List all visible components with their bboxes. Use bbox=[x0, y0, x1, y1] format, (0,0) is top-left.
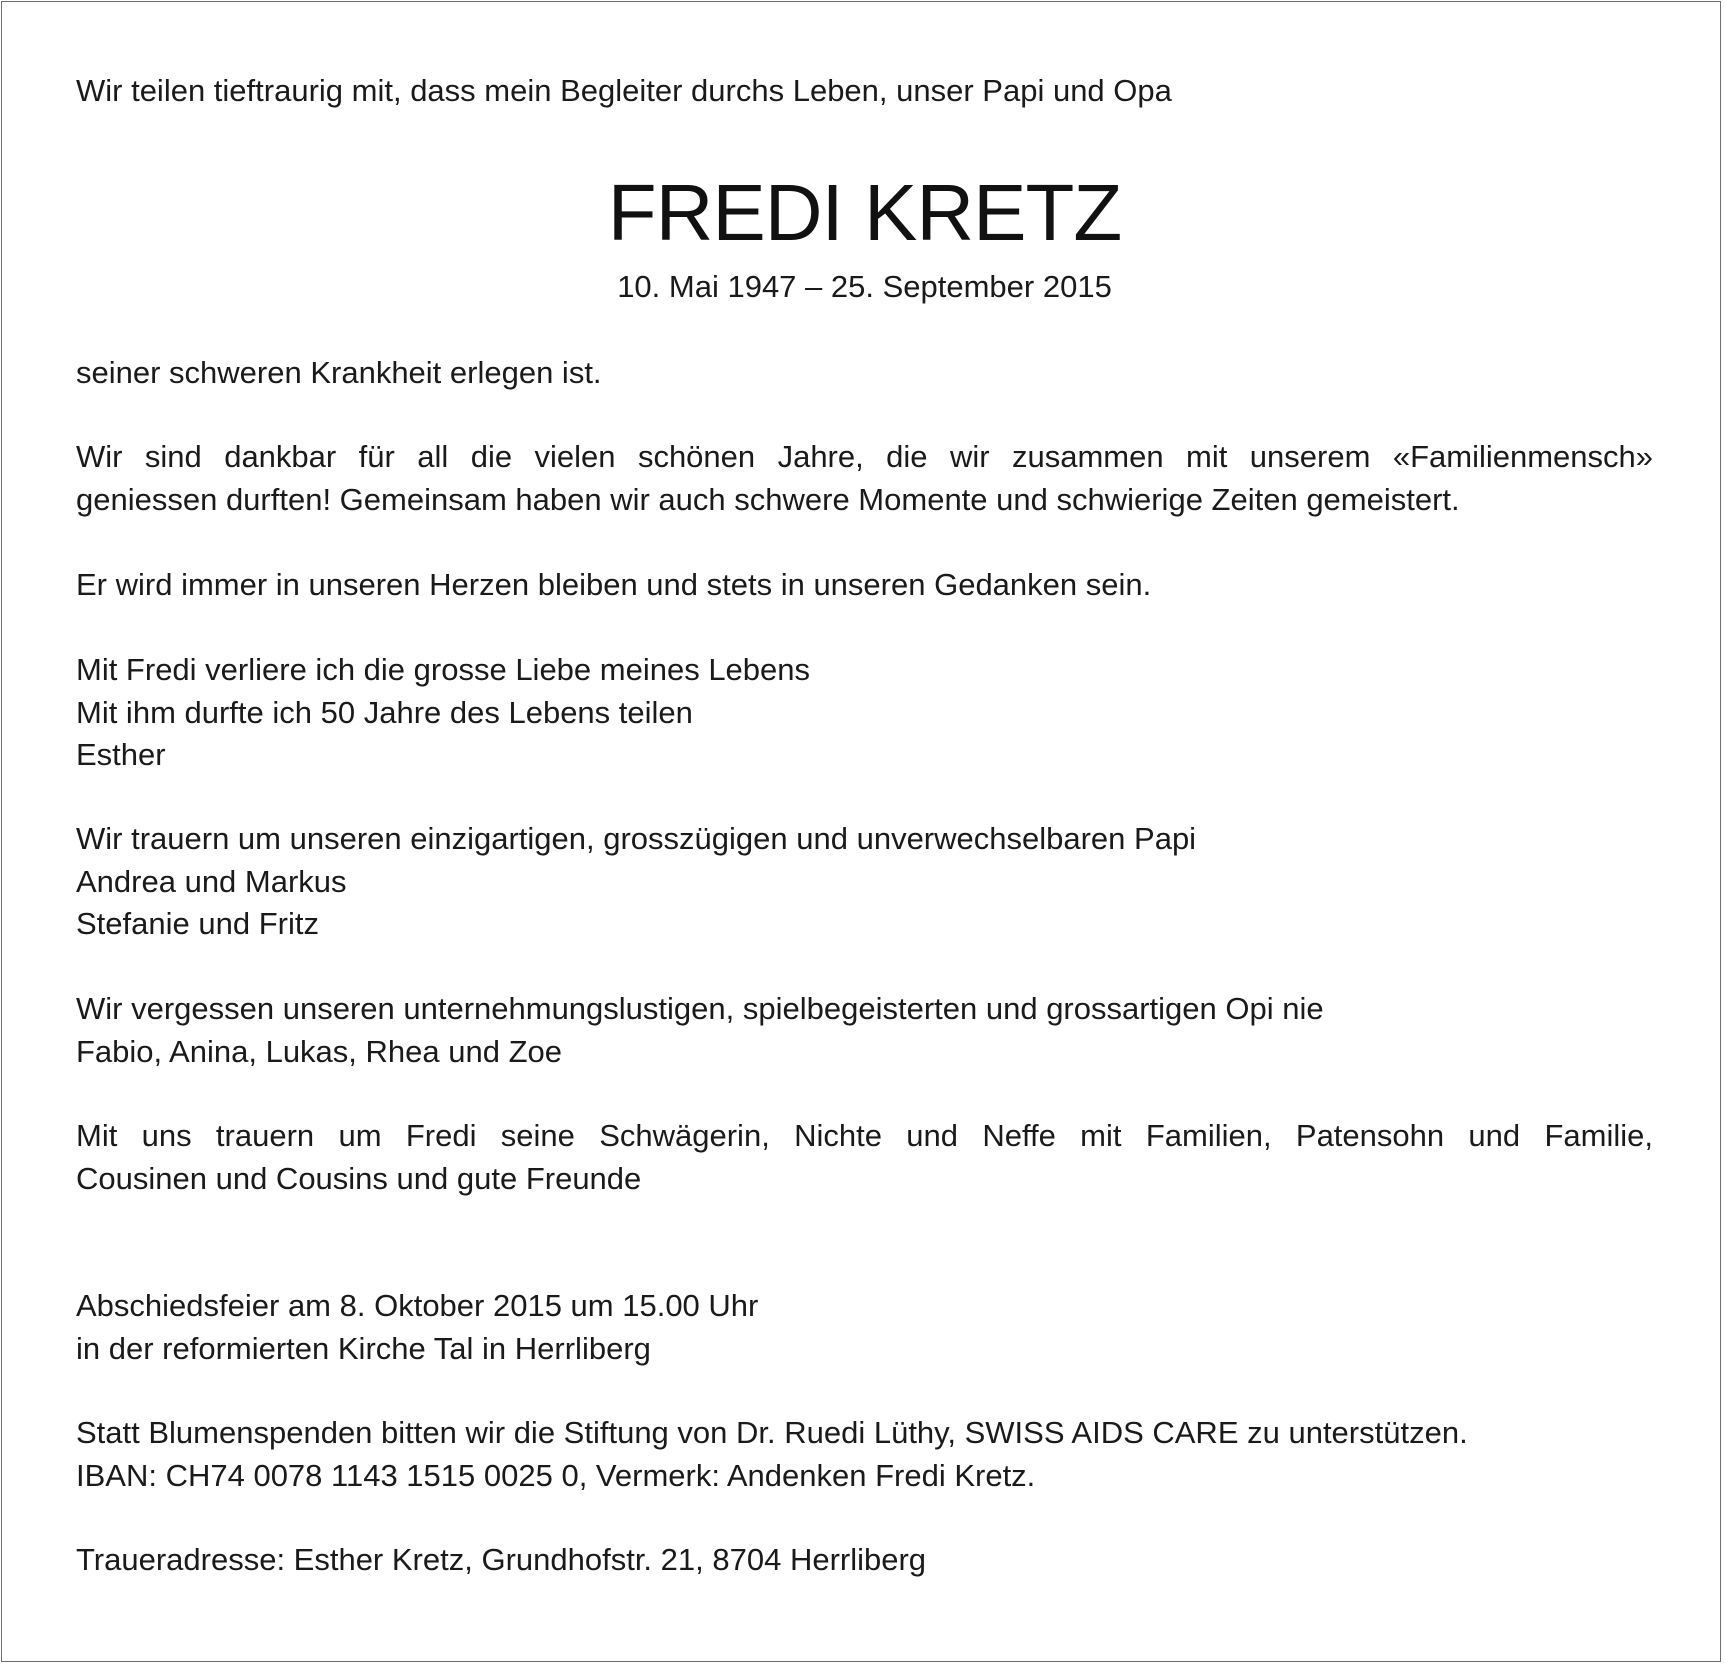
wife-line-2: Mit ihm durfte ich 50 Jahre des Lebens teilen bbox=[76, 694, 693, 730]
gratitude-line-1: Wir sind dankbar für all die vielen schönen Jahre, die wir zusammen mit unserem «Familienmensch» bbox=[76, 439, 1653, 474]
children-line-1: Wir trauern um unseren einzigartigen, grosszügigen und unverwechselbaren Papi bbox=[76, 821, 1197, 856]
relatives-line-2: Cousinen und Cousins und gute Freunde bbox=[76, 1160, 642, 1196]
ceremony-line-1: Abschiedsfeier am 8. Oktober 2015 um 15.00 Uhr bbox=[76, 1288, 759, 1323]
deceased-name: FREDI KRETZ bbox=[607, 168, 1122, 257]
obituary-frame bbox=[1, 1, 1721, 1662]
mourning-address: Traueradresse: Esther Kretz, Grundhofstr. 21, 8704 Herrliberg bbox=[76, 1542, 927, 1577]
grandchildren-line-1: Wir vergessen unseren unternehmungslustigen, spielbegeisterten und grossartigen Opi nie bbox=[76, 991, 1324, 1026]
wife-section bbox=[76, 649, 1653, 777]
grandchildren-names: Fabio, Anina, Lukas, Rhea und Zoe bbox=[76, 1033, 562, 1069]
relatives-section bbox=[76, 1115, 1653, 1200]
donation-section bbox=[76, 1412, 1653, 1497]
ceremony-line-2: in der reformierten Kirche Tal in Herrliberg bbox=[76, 1330, 651, 1366]
intro-text: Wir teilen tieftraurig mit, dass mein Begleiter durchs Leben, unser Papi und Opa bbox=[76, 73, 1172, 108]
wife-line-1: Mit Fredi verliere ich die grosse Liebe meines Lebens bbox=[76, 652, 811, 687]
relatives-line-1: Mit uns trauern um Fredi seine Schwägerin, Nichte und Neffe mit Familien, Patensohn und Familie, bbox=[76, 1118, 1653, 1153]
grandchildren-section bbox=[76, 988, 1653, 1073]
children-name-1: Andrea und Markus bbox=[76, 863, 347, 899]
children-section bbox=[76, 818, 1653, 946]
after-name-text: seiner schweren Krankheit erlegen ist. bbox=[76, 355, 602, 390]
ceremony-section bbox=[76, 1285, 1653, 1370]
gratitude-paragraph bbox=[76, 436, 1653, 521]
donation-line-1: Statt Blumenspenden bitten wir die Stiftung von Dr. Ruedi Lüthy, SWISS AIDS CARE zu unterstützen. bbox=[76, 1415, 1468, 1450]
donation-line-2: IBAN: CH74 0078 1143 1515 0025 0, Vermerk: Andenken Fredi Kretz. bbox=[76, 1457, 1036, 1493]
memory-text: Er wird immer in unseren Herzen bleiben und stets in unseren Gedanken sein. bbox=[76, 567, 1152, 602]
wife-signature: Esther bbox=[76, 737, 166, 772]
children-name-2: Stefanie und Fritz bbox=[76, 906, 319, 941]
gratitude-line-2: geniessen durften! Gemeinsam haben wir auch schwere Momente und schwierige Zeiten gemeistert. bbox=[76, 481, 1460, 517]
life-dates: 10. Mai 1947 – 25. September 2015 bbox=[617, 269, 1112, 304]
